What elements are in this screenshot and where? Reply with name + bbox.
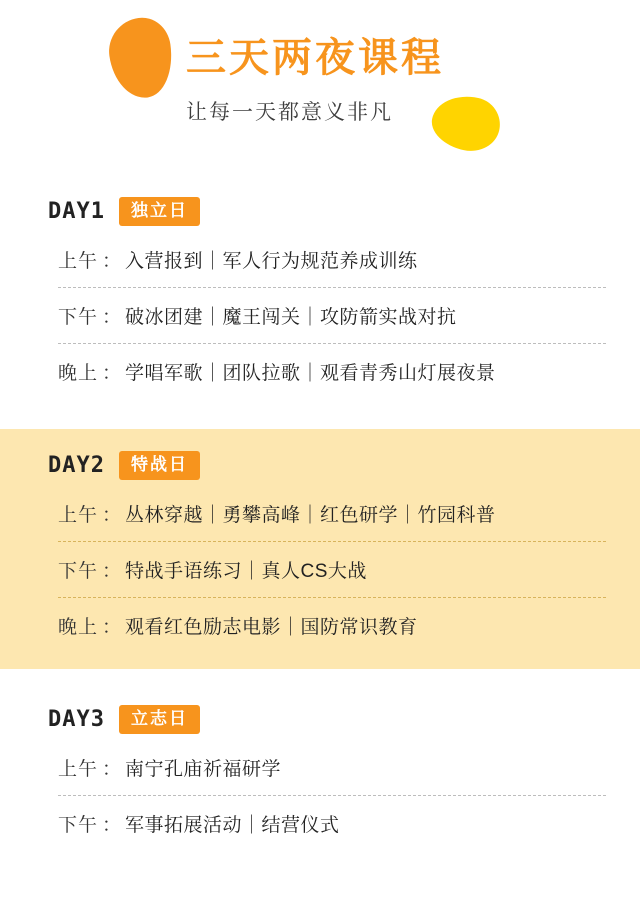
row-content: 破冰团建｜魔王闯关｜攻防箭实战对抗 <box>125 307 457 329</box>
row-time: 上午 <box>58 505 99 527</box>
row-time: 下午 <box>58 307 99 329</box>
page-subtitle: 让每一天都意义非凡 <box>186 101 393 124</box>
row-content: 入营报到｜军人行为规范养成训练 <box>125 251 418 273</box>
row-separator: ： <box>102 617 122 639</box>
block-spacer <box>0 653 640 669</box>
day-tag-2: 特战日 <box>119 451 200 480</box>
row-separator: ： <box>102 363 122 385</box>
day-tag-3: 立志日 <box>119 705 200 734</box>
row-content: 丛林穿越｜勇攀高峰｜红色研学｜竹园科普 <box>125 505 496 527</box>
schedule-row <box>0 486 640 541</box>
day-block-1 <box>0 175 640 415</box>
row-separator: ： <box>102 815 122 837</box>
row-separator: ： <box>102 561 122 583</box>
day-header-3 <box>0 683 640 740</box>
day-label-2: DAY2 <box>48 453 105 479</box>
row-time: 下午 <box>58 815 99 837</box>
page-header <box>0 0 640 175</box>
section-gap <box>0 669 640 683</box>
day-label-1: DAY1 <box>48 199 105 225</box>
orange-blob-decoration <box>105 14 178 102</box>
block-spacer <box>0 399 640 415</box>
row-time: 下午 <box>58 561 99 583</box>
row-time: 晚上 <box>58 617 99 639</box>
yellow-blob-decoration <box>427 90 505 157</box>
schedule-row <box>0 344 640 399</box>
row-time: 上午 <box>58 251 99 273</box>
schedule-row <box>0 598 640 653</box>
row-content: 学唱军歌｜团队拉歌｜观看青秀山灯展夜景 <box>125 363 496 385</box>
day-label-3: DAY3 <box>48 707 105 733</box>
day-block-2 <box>0 429 640 669</box>
row-time: 上午 <box>58 759 99 781</box>
row-content: 观看红色励志电影｜国防常识教育 <box>125 617 418 639</box>
day-header-2 <box>0 429 640 486</box>
schedule-row <box>0 542 640 597</box>
block-spacer <box>0 851 640 867</box>
schedule-row <box>0 232 640 287</box>
schedule-row <box>0 796 640 851</box>
row-separator: ： <box>102 505 122 527</box>
row-time: 晚上 <box>58 363 99 385</box>
day-header-1 <box>0 175 640 232</box>
row-content: 军事拓展活动｜结营仪式 <box>125 815 340 837</box>
row-separator: ： <box>102 251 122 273</box>
row-content: 南宁孔庙祈福研学 <box>125 759 282 781</box>
day-tag-1: 独立日 <box>119 197 200 226</box>
schedule-row <box>0 740 640 795</box>
row-content: 特战手语练习｜真人CS大战 <box>125 561 367 583</box>
row-separator: ： <box>102 307 122 329</box>
schedule-row <box>0 288 640 343</box>
page-title: 三天两夜课程 <box>186 36 444 80</box>
day-block-3 <box>0 683 640 867</box>
row-separator: ： <box>102 759 122 781</box>
section-gap <box>0 415 640 429</box>
